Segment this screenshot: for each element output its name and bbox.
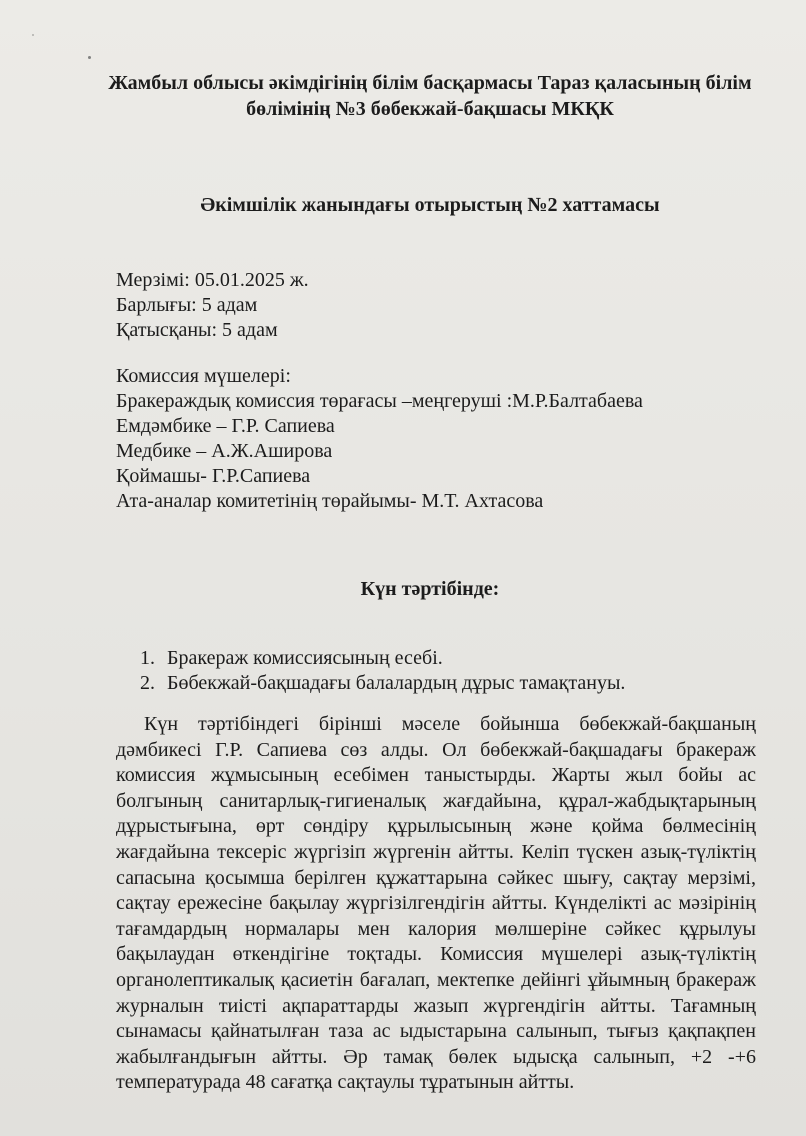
commission-member: Емдәмбике – Г.Р. Сапиева (116, 415, 335, 437)
agenda-item-number: 2. (140, 672, 155, 694)
agenda-item-text: Бракераж комиссиясының есебі. (167, 647, 443, 669)
commission-member: Қоймашы- Г.Р.Сапиева (116, 465, 311, 487)
total-attendees: Барлығы: 5 адам (116, 294, 258, 316)
agenda-item (140, 646, 625, 671)
paper-speck (88, 56, 91, 59)
header-line-1: Жамбыл облысы әкімдігінің білім басқармасы Тараз қаласының білім (108, 72, 752, 94)
agenda-item-text: Бөбекжай-бақшадағы балалардың дұрыс тамақтануы. (167, 672, 626, 694)
document-header (100, 70, 760, 122)
header-line-2: бөлімінің №3 бөбекжай-бақшасы МКҚК (246, 98, 614, 120)
body-paragraph: Күн тәртібіндегі бірінші мәселе бойынша бөбекжай-бақшаның дәмбикесі Г.Р. Сапиева сөз алды. Ол бөбекжай-бақшадағы бракераж комиссия жұмысының есебімен таныстырды. Жарты жыл бойы ас болгының санитарлық-гигиеналық жағдайына, құрал-жабдықтарының дұрыстығына, өрт сөндіру құрылысының және қойма бөлмесінің жағдайына тексеріс жүргізіп жүргенін айтты. Келіп түскен азық-түліктің сапасына қосымша берілген құжаттарына сәйкес шығу, сақтау мерзімі, сақтау ережесіне бақылау жүргізілгендігін айтты. Күнделікті ас мәзірінің тағамдардың нормалары мен калория мөлшеріне сәйкес құрылуы бақылаудан өткендігіне тоқтады. Комиссия мүшелері азық-түліктің органолептикалық қасиетін бағалап, мектепке дейінгі ұйымның бракераж журналын тиісті ақпараттарды жазып жүргендігін айтты. Тағамның сынамасы қайнатылған таза ас ыдыстарына салынып, тығыз қақпақпен жабылғандығын айтты. Әр тамақ бөлек ыдысқа салынып, +2 -+6 температурада 48 сағатқа сақтаулы тұратынын айтты. (116, 713, 756, 1094)
commission-members (116, 364, 643, 514)
present-attendees: Қатысқаны: 5 адам (116, 319, 278, 341)
commission-heading: Комиссия мүшелері: (116, 365, 291, 387)
agenda-item-number: 1. (140, 647, 155, 669)
commission-member: Ата-аналар комитетінің төрайымы- М.Т. Ахтасова (116, 490, 544, 512)
paper-speck (32, 34, 34, 36)
agenda-title: Күн тәртібінде: (360, 578, 500, 600)
document-title: Әкімшілік жанындағы отырыстың №2 хаттамасы (200, 194, 660, 216)
commission-member: Бракераждық комиссия төрағасы –меңгеруші :М.Р.Балтабаева (116, 390, 643, 412)
agenda-list (140, 646, 625, 696)
meeting-meta (116, 268, 309, 343)
meeting-date: Мерзімі: 05.01.2025 ж. (116, 269, 309, 291)
agenda-item (140, 671, 625, 696)
commission-member: Медбике – А.Ж.Аширова (116, 440, 333, 462)
